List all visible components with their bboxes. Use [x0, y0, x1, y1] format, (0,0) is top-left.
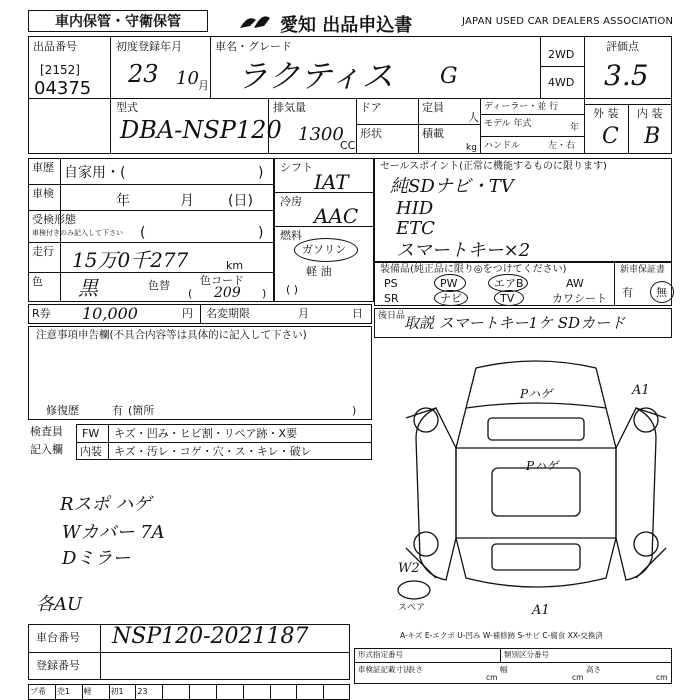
- equip-sr: SR: [384, 292, 399, 305]
- load-unit: kg: [466, 143, 477, 153]
- dims-cm-2: cm: [572, 673, 584, 682]
- inspection-label: 車検: [32, 187, 54, 200]
- selling-point-2: HID: [396, 198, 434, 219]
- interior-grade: B: [644, 124, 661, 149]
- chassis-label: 車台番号: [36, 631, 80, 644]
- exterior-grade: C: [602, 124, 619, 149]
- ac-value: AAC: [314, 204, 359, 228]
- repair-location: (箇所: [128, 404, 155, 417]
- ju-logo-icon: [236, 10, 274, 32]
- fuel-label: 燃料: [280, 229, 302, 242]
- dims-length: 長さ: [408, 665, 423, 674]
- recycle-label: R券: [32, 307, 51, 320]
- new-car-warranty-label: 新車保証書: [620, 265, 666, 275]
- insp-year: 年: [116, 193, 130, 209]
- displacement-label: 排気量: [273, 101, 306, 114]
- selling-point-3: ETC: [396, 218, 435, 239]
- ac-label: 冷房: [280, 195, 302, 208]
- equipment-label: 装備品(純正品に限り◎をつけてください): [380, 264, 567, 275]
- color-value: 黒: [78, 276, 98, 300]
- aftermarket-label: 後日品: [378, 311, 406, 321]
- receipt-label: 受検形態: [32, 213, 76, 226]
- inspector-row-1: キズ・凹み・ヒビ割・リペア跡・X要: [114, 427, 298, 440]
- car-name: ラクティス: [236, 57, 394, 95]
- repair-close: ): [352, 404, 357, 417]
- key-cell: プ希: [30, 687, 46, 696]
- selling-point-1: 純SDナビ・TV: [390, 176, 514, 197]
- history-label: 車歴: [32, 161, 54, 174]
- shift-label: シフト: [280, 161, 313, 174]
- notes-label: 注意事項申告欄(不具合内容等は具体的に記入して下さい): [36, 329, 307, 341]
- usage-close: ): [258, 165, 264, 181]
- displacement: 1300: [298, 124, 344, 145]
- car-name-label: 車名・グレード: [215, 40, 292, 53]
- mileage-label: 走行: [32, 245, 54, 258]
- note-line-3: Dミラー: [62, 548, 131, 569]
- class-code-label: 類別区分番号: [504, 650, 549, 659]
- interior-label: 内 装: [637, 107, 663, 120]
- equip-aw: AW: [566, 277, 584, 290]
- capacity-unit: 人: [468, 111, 479, 124]
- capacity-label: 定員: [422, 101, 444, 114]
- color-code-label: 色コード: [200, 274, 244, 287]
- warranty-yes: 有: [622, 286, 633, 299]
- inspector-fw: FW: [82, 427, 100, 440]
- color-code-value: 209: [214, 285, 241, 301]
- dims-cm-3: cm: [656, 673, 668, 682]
- diagram-mark-roof: Pハゲ: [520, 387, 553, 401]
- fuel-gasoline: ガソリン: [302, 243, 346, 256]
- color-code-close: ): [262, 287, 267, 300]
- receipt-close: ): [258, 225, 264, 241]
- grade: G: [440, 64, 458, 89]
- reg-number-label: 登録番号: [36, 659, 80, 672]
- model-year-label: モデル 年式: [484, 119, 532, 129]
- key-cell: 軽: [83, 687, 92, 696]
- note-line-4: 各AU: [36, 594, 83, 615]
- insp-month: 月: [180, 193, 194, 209]
- navi-circle: [434, 290, 468, 306]
- insp-day: (日): [228, 193, 253, 209]
- handle-label: ハンドル: [484, 141, 521, 151]
- model-label: 型式: [116, 101, 138, 114]
- selling-label: セールスポイント(正常に機能するものに限ります): [380, 161, 607, 172]
- recycle-yen: 円: [182, 307, 193, 320]
- first-reg-year: 23: [128, 60, 159, 88]
- inspector-label-1: 検査員: [30, 425, 63, 438]
- dims-width: 幅: [500, 665, 508, 674]
- recycle-value: 10,000: [82, 304, 138, 323]
- storage-label: 車内保管・守衛保管: [28, 10, 208, 32]
- shape-label: 形状: [360, 127, 382, 140]
- first-reg-month: 10: [176, 68, 199, 89]
- receipt-note: 車検付きのみ記入して下さい: [32, 229, 123, 237]
- equip-airbag: エアB: [494, 277, 524, 290]
- key-cell: 初1: [110, 687, 124, 696]
- lot-sub: [2152]: [40, 63, 80, 77]
- inspector-interior: 内装: [80, 445, 102, 458]
- note-line-1: Rスポ ハゲ: [60, 494, 152, 515]
- receipt-open: (: [140, 225, 146, 241]
- fuel-diesel: 軽 油: [306, 265, 332, 278]
- drive-2wd: 2WD: [548, 48, 575, 61]
- diagram-mark-bottom: A1: [532, 603, 550, 618]
- key-cell: 売1: [56, 687, 70, 696]
- color-label: 色: [32, 275, 43, 288]
- km-unit: km: [226, 259, 244, 272]
- usage-value: 自家用・(: [64, 165, 126, 181]
- doors-label: ドア: [360, 101, 382, 114]
- inspector-row-2: キズ・汚レ・コゲ・穴・ス・キレ・破レ: [114, 445, 312, 458]
- repair-value: 有: [112, 404, 123, 417]
- year-unit: 年: [570, 123, 580, 133]
- chassis-number: NSP120-2021187: [112, 624, 309, 649]
- repair-label: 修復歴: [46, 404, 79, 417]
- diagram-mark-right: A1: [632, 383, 650, 398]
- dims-label: 車検証記載寸法: [358, 665, 411, 674]
- tv-circle: [494, 290, 524, 306]
- inspector-label-2: 記入欄: [30, 443, 63, 456]
- shape-code-label: 形式指定番号: [358, 650, 403, 659]
- shift-value: IAT: [314, 170, 349, 194]
- load-label: 積載: [422, 127, 444, 140]
- note-line-2: Wカバー 7A: [62, 522, 165, 543]
- color-code-open: (: [188, 287, 193, 300]
- spare-label: スペア: [398, 603, 426, 613]
- due-label: 名変期限: [206, 307, 250, 320]
- dims-cm-1: cm: [486, 673, 498, 682]
- warranty-no: 無: [656, 286, 667, 299]
- color-swap-label: 色替: [148, 279, 170, 292]
- rating-label: 評価点: [606, 40, 639, 53]
- legend-text: A-キズ E-エクボ U-凹み W-補修跡 S-サビ C-腐食 XX-交換済: [400, 631, 603, 640]
- diagram-mark-w2: W2: [398, 561, 420, 576]
- equip-tv: TV: [500, 292, 515, 305]
- lot-number: 04375: [34, 78, 92, 99]
- form-title: 愛知 出品申込書: [280, 15, 413, 36]
- equip-ps: PS: [384, 277, 398, 290]
- due-day: 日: [352, 307, 363, 320]
- first-reg-label: 初度登録年月: [116, 40, 182, 53]
- association-name: JAPAN USED CAR DEALERS ASSOCIATION: [462, 16, 674, 27]
- equip-seat: カワシート: [552, 292, 607, 305]
- dims-height: 高さ: [586, 665, 601, 674]
- rating-value: 3.5: [604, 59, 649, 92]
- exterior-label: 外 装: [593, 107, 619, 120]
- dealer-label: ディーラー・並 行: [484, 102, 559, 112]
- key-cell: 23: [137, 687, 148, 696]
- due-month: 月: [298, 307, 309, 320]
- aftermarket-value: 取説 スマートキー1ケ SDカード: [404, 314, 626, 332]
- handle-side: 左・右: [548, 141, 576, 151]
- mileage-value: 15万0千277: [72, 248, 189, 272]
- lot-label: 出品番号: [33, 40, 77, 53]
- fuel-other: ( ): [286, 283, 299, 296]
- model-code: DBA-NSP120: [120, 116, 282, 144]
- month-suffix: 月: [198, 79, 209, 92]
- equip-pw: PW: [440, 277, 458, 290]
- equip-navi: ナビ: [440, 292, 462, 305]
- selling-point-4: スマートキー×2: [396, 240, 531, 261]
- warranty-no-circle: [650, 281, 674, 303]
- diagram-mark-hood: Pハゲ: [526, 459, 559, 473]
- cc-unit: CC: [340, 139, 356, 152]
- drive-4wd: 4WD: [548, 76, 575, 89]
